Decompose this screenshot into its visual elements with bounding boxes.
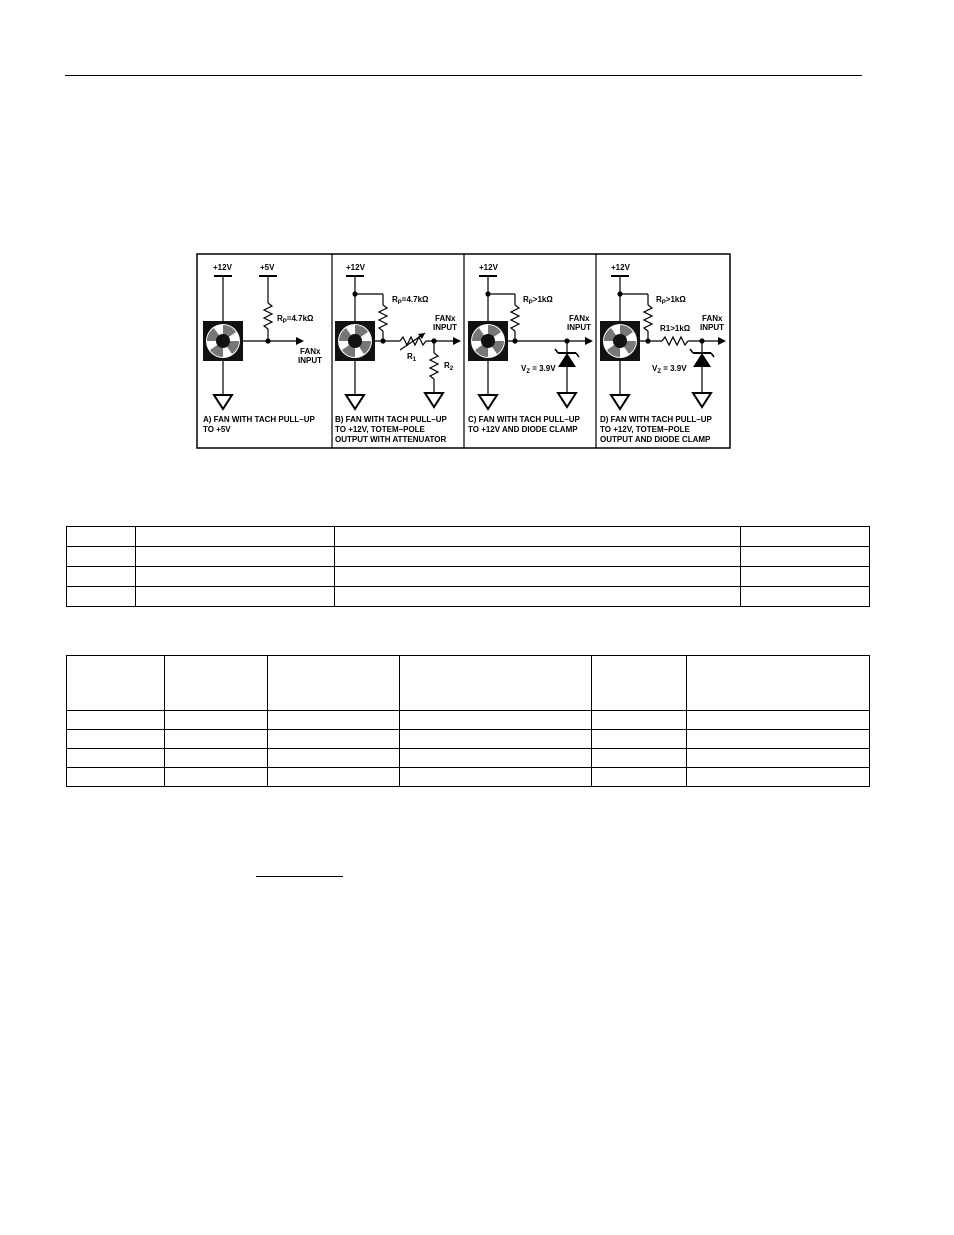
table-cell xyxy=(164,749,267,768)
table-cell xyxy=(67,749,165,768)
ground-icon xyxy=(425,393,443,407)
panel-caption: B) FAN WITH TACH PULL–UP xyxy=(335,415,447,424)
table-row xyxy=(67,587,870,607)
table-cell xyxy=(592,730,687,749)
output-label: FANx xyxy=(702,314,723,323)
table-header-cell xyxy=(67,656,165,711)
table-cell xyxy=(67,730,165,749)
table-cell xyxy=(687,768,870,787)
data-table-1 xyxy=(66,526,870,607)
table-cell xyxy=(67,711,165,730)
table-cell xyxy=(399,711,592,730)
panel-caption: TO +12V, TOTEM–POLE xyxy=(335,425,425,434)
table-cell xyxy=(267,711,399,730)
output-label: INPUT xyxy=(700,323,724,332)
table-header-cell xyxy=(399,656,592,711)
panel-caption: TO +12V, TOTEM–POLE xyxy=(600,425,690,434)
header-rule xyxy=(65,75,862,76)
panel-caption: C) FAN WITH TACH PULL–UP xyxy=(468,415,580,424)
ground-icon xyxy=(214,395,232,409)
panel-caption: OUTPUT AND DIODE CLAMP xyxy=(600,435,711,444)
ground-icon xyxy=(479,395,497,409)
table-cell xyxy=(687,711,870,730)
rail-label: +12V xyxy=(479,263,498,272)
rail-label: +5V xyxy=(260,263,275,272)
fan-tach-circuit-figure xyxy=(196,253,731,449)
table-row xyxy=(67,749,870,768)
data-table-2 xyxy=(66,655,870,787)
table-cell xyxy=(687,730,870,749)
underline-mark xyxy=(256,876,343,877)
pullup-resistor-label: $R_P=4.7k\Omega$ xyxy=(277,314,314,325)
fan-icon xyxy=(203,321,243,361)
table-cell xyxy=(334,547,740,567)
table-cell xyxy=(67,768,165,787)
fan-icon xyxy=(335,321,375,361)
table-header-cell xyxy=(267,656,399,711)
table-cell xyxy=(164,730,267,749)
table-cell xyxy=(267,768,399,787)
zener-voltage-label: $V_Z = 3.9V$ xyxy=(652,364,687,375)
output-label: FANx xyxy=(300,347,321,356)
table-cell xyxy=(399,730,592,749)
fan-icon xyxy=(600,321,640,361)
table-cell xyxy=(135,587,334,607)
table-cell xyxy=(592,711,687,730)
table-cell xyxy=(399,768,592,787)
panel-caption: TO +5V xyxy=(203,425,231,434)
panel-caption: OUTPUT WITH ATTENUATOR xyxy=(335,435,447,444)
pullup-resistor-label: $R_P>1k\Omega$ xyxy=(656,295,686,306)
table-cell xyxy=(334,567,740,587)
table-cell xyxy=(741,547,870,567)
table-row xyxy=(67,711,870,730)
table-cell xyxy=(267,749,399,768)
ground-icon xyxy=(693,393,711,407)
r1-label: $R_1$ xyxy=(407,352,417,363)
table-cell xyxy=(135,547,334,567)
table-row xyxy=(67,768,870,787)
table-header-cell xyxy=(164,656,267,711)
ground-icon xyxy=(611,395,629,409)
output-label: INPUT xyxy=(298,356,322,365)
rail-label: +12V xyxy=(346,263,365,272)
table-row xyxy=(67,567,870,587)
table-row xyxy=(67,527,870,547)
table-cell xyxy=(164,768,267,787)
r2-label: $R_2$ xyxy=(444,361,454,372)
rail-label: +12V xyxy=(213,263,232,272)
panel-caption: D) FAN WITH TACH PULL–UP xyxy=(600,415,712,424)
rail-label: +12V xyxy=(611,263,630,272)
table-cell xyxy=(592,749,687,768)
table-cell xyxy=(135,567,334,587)
table-header-cell xyxy=(687,656,870,711)
table-cell xyxy=(67,527,136,547)
table-cell xyxy=(67,567,136,587)
table-cell xyxy=(399,749,592,768)
table-cell xyxy=(334,587,740,607)
ground-icon xyxy=(558,393,576,407)
pullup-resistor-label: $R_P=4.7k\Omega$ xyxy=(392,295,429,306)
ground-icon xyxy=(346,395,364,409)
zener-voltage-label: $V_Z = 3.9V$ xyxy=(521,364,556,375)
table-cell xyxy=(334,527,740,547)
table-cell xyxy=(67,547,136,567)
table-cell xyxy=(164,711,267,730)
fan-icon xyxy=(468,321,508,361)
table-row xyxy=(67,547,870,567)
table-cell xyxy=(741,567,870,587)
table-cell xyxy=(741,587,870,607)
output-label: INPUT xyxy=(567,323,591,332)
table-cell xyxy=(67,587,136,607)
output-label: FANx xyxy=(435,314,456,323)
pullup-resistor-label: $R_P>1k\Omega$ xyxy=(523,295,553,306)
table-cell xyxy=(592,768,687,787)
table-header-row xyxy=(67,656,870,711)
r1-label: R1>1kΩ xyxy=(660,324,691,333)
output-label: FANx xyxy=(569,314,590,323)
panel-caption: A) FAN WITH TACH PULL–UP xyxy=(203,415,315,424)
table-row xyxy=(67,730,870,749)
panel-caption: TO +12V AND DIODE CLAMP xyxy=(468,425,578,434)
output-label: INPUT xyxy=(433,323,457,332)
table-cell xyxy=(741,527,870,547)
table-cell xyxy=(135,527,334,547)
table-cell xyxy=(687,749,870,768)
table-header-cell xyxy=(592,656,687,711)
table-cell xyxy=(267,730,399,749)
